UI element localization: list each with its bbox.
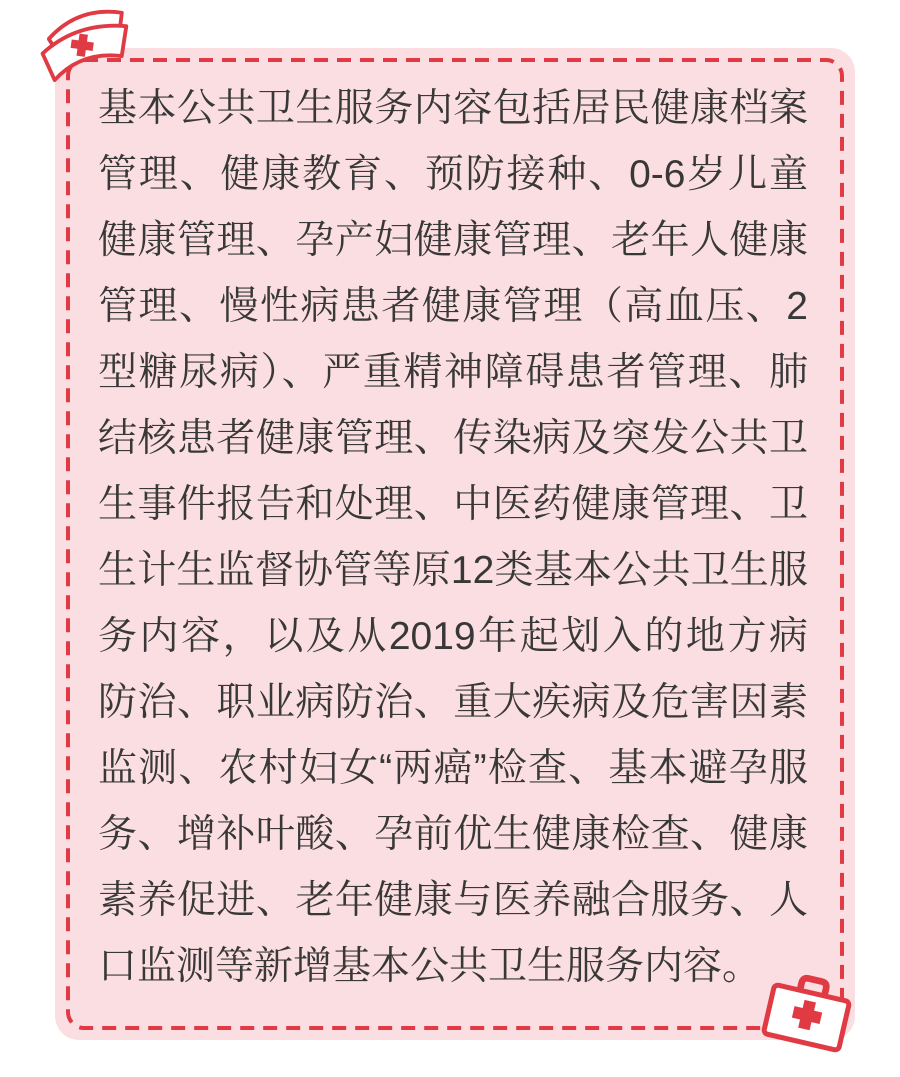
- paragraph-line: 监测、农村妇女“两癌”检查、基本避孕服: [98, 747, 808, 790]
- paragraph-line: 型糖尿病）、严重精神障碍患者管理、肺: [98, 351, 808, 394]
- paragraph-line: 生计生监督协管等原12类基本公共卫生服: [98, 549, 808, 592]
- paragraph-line: 务内容，以及从2019年起划入的地方病: [98, 615, 808, 658]
- paragraph-line: 结核患者健康管理、传染病及突发公共卫: [98, 417, 808, 460]
- paragraph-line: 生事件报告和处理、中医药健康管理、卫: [98, 483, 808, 526]
- paragraph-line: 务、增补叶酸、孕前优生健康检查、健康: [98, 813, 808, 856]
- paragraph: [98, 76, 808, 1000]
- paragraph-line: 健康管理、孕产妇健康管理、老年人健康: [98, 219, 808, 262]
- paragraph-line: 防治、职业病防治、重大疾病及危害因素: [98, 681, 808, 724]
- paragraph-line: 口监测等新增基本公共卫生服务内容。: [98, 945, 762, 988]
- paragraph-line: 管理、健康教育、预防接种、0-6岁儿童: [98, 153, 808, 196]
- paragraph-line: 素养促进、老年健康与医养融合服务、人: [98, 879, 808, 922]
- paragraph-line: 基本公共卫生服务内容包括居民健康档案: [98, 87, 808, 130]
- nurse-cap-icon: [30, 0, 138, 89]
- paragraph-line: 管理、慢性病患者健康管理（高血压、2: [98, 285, 808, 328]
